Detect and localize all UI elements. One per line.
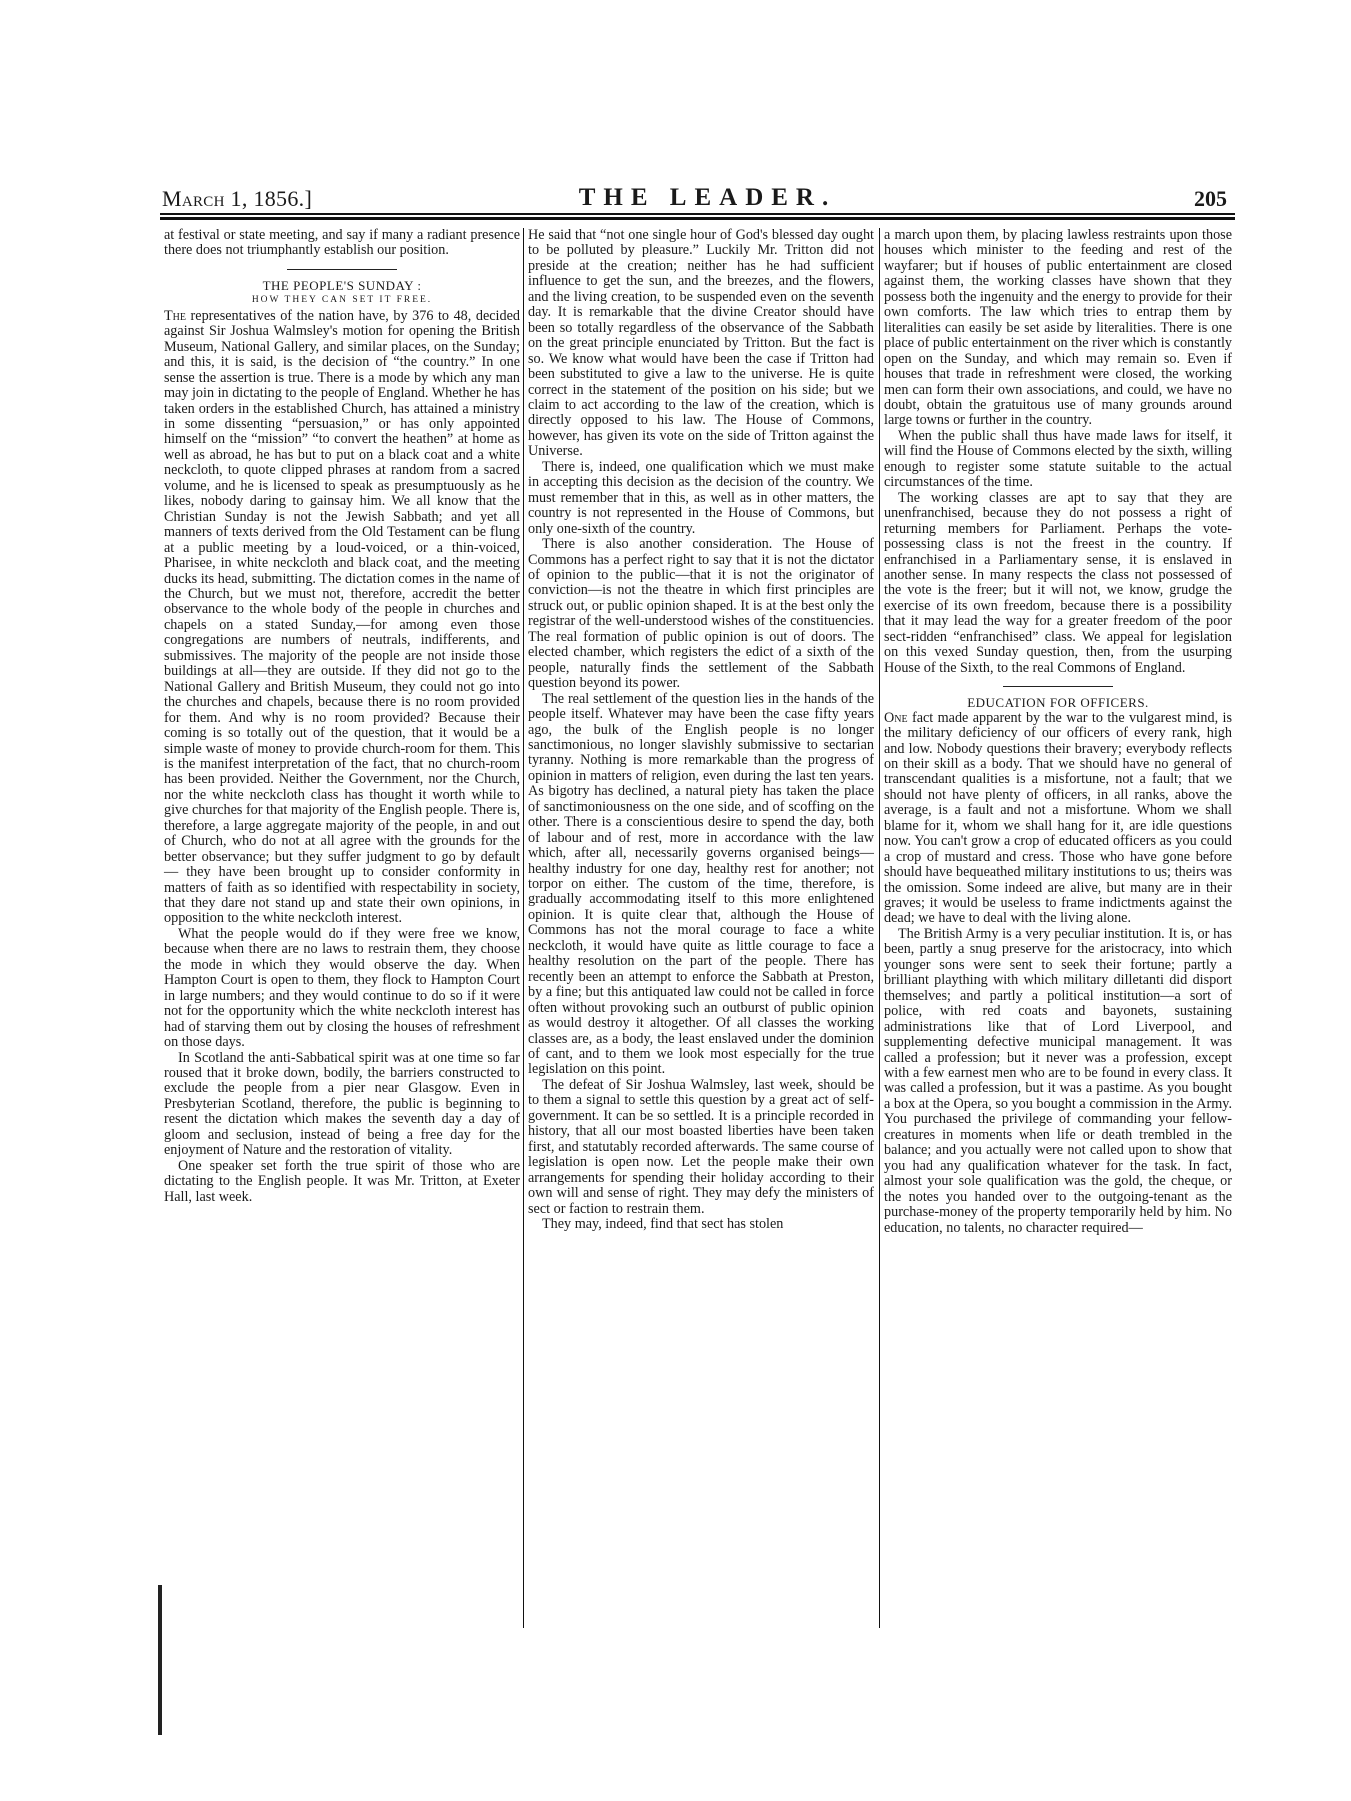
paragraph-text: representatives of the nation have, by 376 to 48, decided against Sir Joshua Walmsley's motion for opening the British Museum, National Gallery, and similar places, on the Sunday; and this, it is said, is the decision of “the country.” In one sense the assertion is true. There is a mode by which any man may join in dictating to the people of England. Whether he has taken orders in the established Church, has attained a ministry in some dissenting “persuasion,” or has only appointed himself on the “mission” “to convert the heathen” at home as well as abroad, he has but to put on a black coat and a white neckcloth, to quote clipped phrases at random from a sacred volume, and he is licensed to speak as presumptuously as he likes, nobody daring to gainsay him. We all know that the Christian Sunday is not the Jewish Sabbath; and yet all manners of texts derived from the Old Testament can be flung at a public meeting by a loud-voiced, or a thin-voiced, Pharisee, in white neckcloth and black coat, and the meeting ducks its head, submitting. The dictation comes in the name of the Church, but we must not, therefore, accredit the better observance to the whole body of the people in churches and chapels on a stated Sunday,—for among even those congregations are numbers of neutrals, indifferents, and submissives. The majority of the people are not inside those buildings at all—they are outside. If they did not go to the National Gallery and British Museum, they could not go into the churches and chapels, because there is no room provided for them. And why is no room provided? Because their coming is so totally out of the question, that it would be a simple waste of money to provide church-room for them. This is the manifest interpretation of the fact, that no church-room has been provided. Neither the Government, nor the Church, nor the white neckcloth class has thought it worth while to give churches for that majority of the English people. There is, therefore, a large aggregate majority of the people, in and out of Church, who do not at all agree with the grounds for the better observance; but they suffer judgment to go by default — they have been brought up to consider conformity in matters of faith as so identified with respectability in society, that they dare not stand up and state their own opinions, in opposition to the white neckcloth interest.	[164, 307, 520, 927]
paragraph-text: fact made apparent by the war to the vulgarest mind, is the military deficiency of our officers of every rank, high and low. Nobody questions their bravery; everybody reflects on their skill as a body. That we should have no general of transcendant qualities is a misfortune, not a fault; that we should not have plenty of officers, in all ranks, above the average, is a fault and not a misfortune. Whom we shall blame for it, whom we shall hang for it, are idle questions now. You can't grow a crop of educated officers as you could a crop of mustard and cress. Those who have gone before should have bequeathed military institutions to us; theirs was the omission. Some indeed are alive, but many are in their graves; it would be useless to frame indictments against the dead; we have to deal with the living alone.	[884, 709, 1232, 927]
article-separator	[287, 269, 397, 270]
page-number: 205	[1194, 186, 1227, 211]
column-divider-1	[523, 228, 524, 1628]
article-title: THE PEOPLE'S SUNDAY :	[262, 277, 422, 293]
article-paragraph: There is, indeed, one qualification which we must make in accepting this decision as the decision of the country. We must remember that in this, as well as in other matters, the country is not represented in the House of Commons, but only one-sixth of the country.	[528, 458, 874, 537]
article-paragraph: a march upon them, by placing lawless restraints upon those houses which minister to the feeding and rest of the wayfarer; but if houses of public entertainment are closed against them, the working classes have shown that they possess both the ingenuity and the energy to provide for their own comforts. The law which tries to entrap them by literalities can easily be set aside by literalities. There is one place of public entertainment on the river which is constantly open on the Sunday, and which may remain so. Even if houses that trade in refreshment were closed, the working men can form their own associations, and could, we have no doubt, obtain the gratuitous use of many grounds around large towns or further in the country.	[884, 227, 1232, 429]
scan-edge-mark	[158, 1585, 162, 1735]
article-paragraph: What the people would do if they were free we know, because when there are no laws to restrain them, they choose the mode in which they would observe the day. When Hampton Court is open to them, they flock to Hampton Court in large numbers; and they would continue to do so if it were not for the opportunity which the white neckcloth interest has had of starving them out by closing the houses of refreshment on those days.	[164, 925, 520, 1051]
header-rule-top	[160, 213, 1235, 215]
article-paragraph: They may, indeed, find that sect has stolen	[542, 1216, 784, 1232]
article-paragraph	[884, 711, 1232, 927]
article-paragraph	[164, 309, 520, 927]
article-paragraph: One speaker set forth the true spirit of those who are dictating to the English people. It was Mr. Tritton, at Exeter Hall, last week.	[164, 1157, 520, 1205]
drop-cap-word: The	[164, 307, 186, 324]
article-paragraph: The working classes are apt to say that they are unenfranchised, because they do not possess a right of returning members for Parliament. Perhaps the vote-possessing class is not the freest in the country. If enfranchised in a Parliamentary sense, it is enslaved in another sense. In many respects the class not possessed of the vote is the freer; but it will not, we know, grudge the exercise of its own freedom, because there is a possibility that it may lead the way for a greater freedom of the poor sect-ridden “enfranchised” class. We appeal for legislation on this vexed Sunday question, then, from the usurping House of the Sixth, to the real Commons of England.	[884, 489, 1232, 676]
newspaper-title: THE LEADER.	[578, 184, 837, 211]
issue-date-month: March	[162, 186, 225, 211]
issue-date-rest: 1, 1856.]	[224, 186, 313, 211]
article-subtitle: HOW THEY CAN SET IT FREE.	[251, 295, 433, 306]
column-3	[884, 228, 1232, 1236]
article-paragraph: When the public shall thus have made laws for itself, it will find the House of Commons elected by the sixth, willing enough to register some statute suitable to the actual circumstances of the time.	[884, 427, 1232, 491]
column-2	[528, 228, 874, 1232]
article-paragraph: The defeat of Sir Joshua Walmsley, last week, should be to them a signal to settle this question by a great act of self-government. It can be so settled. It is a principle recorded in history, that all our most boasted liberties have been taken first, and statutably recorded afterwards. The same course of legislation is open now. Let the people make their own arrangements for spending their holiday according to their own will and sense of right. They may defy the ministers of sect or faction to restrain them.	[528, 1076, 874, 1217]
continued-paragraph: at festival or state meeting, and say if many a radiant presence there does not triumphantly establish our position.	[164, 227, 520, 259]
article-separator	[1003, 686, 1113, 687]
article-paragraph: The British Army is a very peculiar institution. It is, or has been, partly a snug preserve for the aristocracy, into which younger sons were sent to seek their fortune; partly a brilliant plaything with which military dilletanti did disport themselves; and partly a political institution—a sort of police, with red coats and bayonets, sustaining administrations like that of Lord Liverpool, and supplementing defective municipal management. It was called a profession; but it never was a profession, except with a few earnest men who are to be found in every class. It was called a profession, but it was a pastime. As you bought a box at the Opera, so you bought a commission in the Army. You purchased the privilege of commanding your fellow-creatures in moments when life or death trembled in the balance; and you actually were not called upon to show that you had any qualification whatever for the task. In fact, almost your sole qualification was the gold, the cheque, or the notes you handed over to the outgoing-tenant as the purchase-money of the property temporarily held by him. No education, no talents, no character required—	[884, 925, 1232, 1236]
column-divider-2	[879, 228, 880, 1628]
masthead	[160, 182, 1235, 212]
column-1	[164, 228, 520, 1205]
article-paragraph: The real settlement of the question lies in the hands of the people itself. Whatever may have been the case fifty years ago, the bulk of the English people is no longer sanctimonious, no longer slavishly submissive to sectarian tyranny. Nothing is more remarkable than the progress of opinion in matters of religion, even during the last ten years. As bigotry has declined, a natural piety has taken the place of sanctimoniousness on the one side, and of scoffing on the other. There is a conscientious desire to spend the day, both of labour and of rest, more in accordance with the law which, after all, necessarily governs organised beings—healthy industry for one day, healthy rest for another; not torpor on either. The custom of the time, therefore, is gradually accommodating itself to this more enlightened opinion. It is quite clear that, although the House of Commons has not the moral courage to face a white neckcloth, it would have quite as little courage to face a healthy resolution on the part of the people. There has recently been an attempt to enforce the Sabbath at Preston, by a fine; but this antiquated law could not be called in force often without provoking such an outburst of public opinion as would destroy it altogether. Of all classes the working classes are, as a body, the least enslaved under the dominion of cant, and to them we look most especially for the true legislation on this point.	[528, 690, 874, 1078]
drop-cap-word: One	[884, 709, 908, 726]
article-title: EDUCATION FOR OFFICERS.	[967, 695, 1149, 711]
header-rule-bottom	[160, 217, 1235, 220]
article-paragraph: There is also another consideration. The House of Commons has a perfect right to say that it is not the dictator of opinion to the public—that it is not the originator of conviction—is not the theatre in which first principles are struck out, or public opinion shaped. It is at the best only the registrar of the well-understood wishes of the constituencies. The real formation of public opinion is out of doors. The elected chamber, which registers the edict of a sixth of the people, naturally finds the settlement of the Sabbath question beyond its power.	[528, 536, 874, 692]
article-paragraph: In Scotland the anti-Sabbatical spirit was at one time so far roused that it broke down, bodily, the barriers constructed to exclude the people from a pier near Glasgow. Even in Presbyterian Scotland, therefore, the public is beginning to resent the dictation which makes the seventh day a day of gloom and seclusion, instead of being a free day for the enjoyment of Nature and the restoration of vitality.	[164, 1049, 520, 1159]
article-paragraph: He said that “not one single hour of God's blessed day ought to be polluted by pleasure.” Luckily Mr. Tritton did not preside at the creation; neither has he had sufficient influence to get the sun, and the breezes, and the flowers, and the living creation, to be suspended even on the seventh day. It is remarkable that the divine Creator should have been so totally regardless of the observance of the Sabbath on the great principle enunciated by Tritton. But the fact is so. We know what would have been the case if Tritton had been substituted to give a law to the universe. He is quite correct in the statement of the position on his side; but we claim to act according to the law of the creation, which is directly opposed to his law. The House of Commons, however, has given its vote on the side of Tritton against the Universe.	[528, 227, 874, 460]
